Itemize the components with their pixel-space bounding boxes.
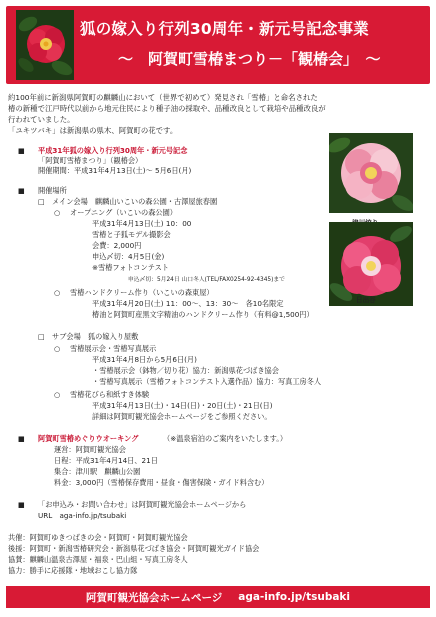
- opening-title: オープニング（いこいの森公園）: [70, 208, 177, 217]
- walking-note: （※温泉宿泊のご案内をいたします。）: [163, 434, 288, 443]
- opening-model: 雪椿と子狐モデル撮影会: [92, 230, 171, 239]
- intro-line: 椿の新種で江戸時代以前から地元住民により種子油の採取や、品種改良として栽培や品種改良が: [8, 104, 326, 113]
- walking-organizer: 運営：阿賀町観光協会: [54, 445, 126, 454]
- handcream-title: 雪椿ハンドクリーム作り（いこいの森東屋）: [70, 288, 214, 297]
- event-name: 平成31年狐の嫁入り行列30周年・新元号記念: [38, 146, 188, 155]
- opening-deadline: 申込〆切：4月5日(金): [92, 252, 165, 261]
- white-circle-icon: ○: [54, 208, 61, 217]
- event-title-line1: 狐の嫁入り行列30周年・新元号記念事業: [80, 20, 369, 38]
- walking-dates: 日程：平成31年4月14日、21日: [54, 456, 158, 465]
- white-circle-icon: ○: [54, 390, 61, 399]
- walking-fee: 料金：3,000円（雪椿保存費用・昼食・傷害保険・ガイド料含む）: [54, 478, 269, 487]
- sub-venue: サブ会場 狐の嫁入り屋敷: [52, 332, 139, 341]
- credits-cohost: 共催：阿賀町ゆきつばきの会・阿賀町・阿賀町観光協会: [8, 533, 188, 542]
- header-banner: [6, 6, 430, 84]
- bullet-icon: ■: [18, 500, 25, 509]
- exhibition-date: 平成31年4月8日から5月6日(月): [92, 355, 197, 364]
- white-square-icon: □: [38, 332, 45, 341]
- inquiry-text: 「お申込み・お問い合わせ」は阿賀町観光協会ホームページから: [38, 500, 247, 509]
- event-subname: 「阿賀町雪椿まつり」（観椿会）: [38, 156, 143, 165]
- credits-cooperation: 協賛：麒麟山温泉古澤屋・福泉・巴山組・写真工房冬人: [8, 555, 188, 564]
- bullet-icon: ■: [18, 146, 25, 155]
- camellia-header-photo: [16, 10, 74, 80]
- main-venue: メイン会場 麒麟山いこいの森公園・古澤屋旅春園: [52, 197, 218, 206]
- exhibition-title: 雪椿展示会・雪椿写真展示: [70, 344, 157, 353]
- intro-text: [8, 92, 420, 136]
- walking-meeting: 集合：津川駅 麒麟山公園: [54, 467, 141, 476]
- credits-assist: 協力：勝手に応援隊・地域おこし協力隊: [8, 566, 138, 575]
- opening-fee: 会費：2,000円: [92, 241, 142, 250]
- exhibition-item: ・雪椿写真展示（雪椿フォトコンテスト入選作品）協力：写真工房冬人: [92, 377, 322, 386]
- inquiry-url[interactable]: URL aga-info.jp/tsubaki: [38, 511, 127, 520]
- bullet-icon: ■: [18, 434, 25, 443]
- event-title-line2: ～ 阿賀町雪椿まつり－「観椿会」 ～: [118, 50, 381, 68]
- footer-banner[interactable]: [6, 586, 430, 608]
- intro-line: 「ユキツバキ」は新潟県の県木、阿賀町の花です。: [8, 126, 178, 135]
- white-circle-icon: ○: [54, 344, 61, 353]
- intro-line: 行われていました。: [8, 115, 75, 124]
- event-period: 開催期間：平成31年4月13日(土)～ 5月6日(月): [38, 166, 192, 175]
- handcream-date: 平成31年4月20日(土) 11：00～、13：30～ 各10名限定: [92, 299, 284, 308]
- flower-caption: 日出谷: [356, 296, 376, 304]
- intro-line: 約100年前に新潟県阿賀町の麒麟山において（世界で初めて）発見され「雪椿」と命名された: [8, 93, 318, 102]
- photo-contest: ※雪椿フォトコンテスト: [92, 263, 169, 272]
- petals-title: 雪椿花びら和紙すき体験: [70, 390, 150, 399]
- opening-date: 平成31年4月13日(土) 10：00: [92, 219, 192, 228]
- handcream-detail: 椿油と阿賀町産黒文字精油のハンドクリーム作り（有料@1,500円）: [92, 310, 314, 319]
- credits-support: 後援：阿賀町・新潟雪椿研究会・新潟県花づばき協会・阿賀町観光ガイド協会: [8, 544, 260, 553]
- white-square-icon: □: [38, 197, 45, 206]
- tsugawa-shibori-photo: [329, 133, 413, 213]
- footer-label: 阿賀町観光協会ホームページ: [85, 591, 223, 604]
- petals-date: 平成31年4月13日(土)・14日(日)・20日(土)・21日(日): [92, 401, 273, 410]
- exhibition-item: ・雪椿展示会（鉢物／切り花）協力：新潟県花づばき協会: [92, 366, 279, 375]
- petals-note: 詳細は阿賀町観光協会ホームページをご参照ください。: [92, 412, 272, 421]
- walking-title: 阿賀町雪椿めぐりウオーキング: [38, 434, 139, 443]
- bullet-icon: ■: [18, 186, 25, 195]
- venues-heading: 開催場所: [38, 186, 67, 195]
- footer-url[interactable]: aga-info.jp/tsubaki: [238, 591, 351, 603]
- contest-contact: 申込〆切：5月24日 山口冬人(TEL/FAX0254-92-4345)まで: [128, 277, 285, 283]
- white-circle-icon: ○: [54, 288, 61, 297]
